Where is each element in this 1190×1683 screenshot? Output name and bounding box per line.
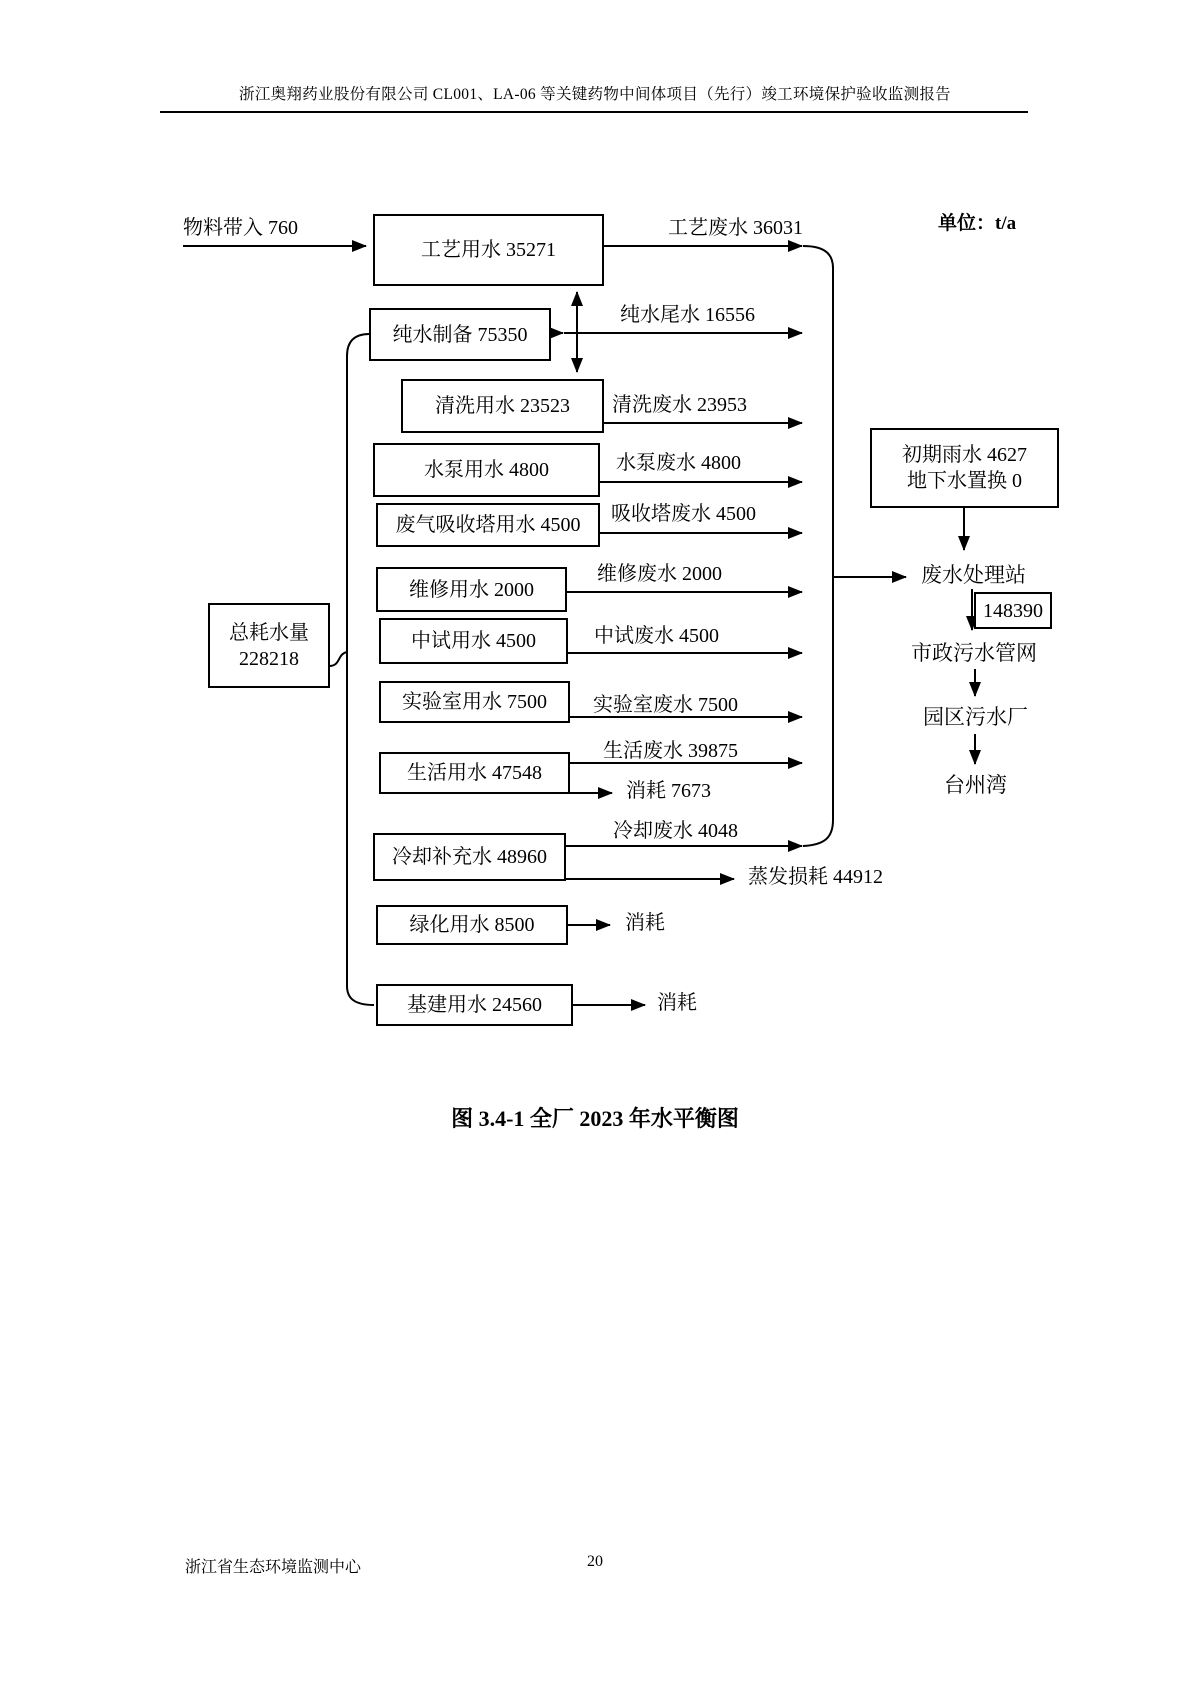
label-maintenance-ww: 维修废水 2000 xyxy=(597,563,722,585)
box-pilot-water: 中试用水 4500 xyxy=(379,618,568,664)
label-greening-consume: 消耗 xyxy=(625,912,665,934)
box-pump-water: 水泵用水 4800 xyxy=(373,443,600,497)
label-pump-ww: 水泵废水 4800 xyxy=(616,452,741,474)
node-taizhou-bay: 台州湾 xyxy=(944,773,1007,797)
page-header: 浙江奥翔药业股份有限公司 CL001、LA-06 等关键药物中间体项目（先行）竣工环境保护验收监测报告 xyxy=(239,86,951,103)
footer-org: 浙江省生态环境监测中心 xyxy=(185,1559,362,1576)
page-number: 20 xyxy=(587,1553,603,1570)
box-domestic-water: 生活用水 47548 xyxy=(379,752,570,794)
feeder-line xyxy=(347,334,374,1005)
label-lab-ww: 实验室废水 7500 xyxy=(593,694,738,716)
label-cooling-ww: 冷却废水 4048 xyxy=(613,820,738,842)
label-pilot-ww: 中试废水 4500 xyxy=(594,625,719,647)
label-absorber-ww: 吸收塔废水 4500 xyxy=(611,503,756,525)
figure-caption: 图 3.4-1 全厂 2023 年水平衡图 xyxy=(451,1106,739,1131)
label-cleaning-ww: 清洗废水 23953 xyxy=(612,394,747,416)
node-park-plant: 园区污水厂 xyxy=(923,705,1028,729)
box-lab-water: 实验室用水 7500 xyxy=(379,681,570,723)
node-municipal-network: 市政污水管网 xyxy=(911,641,1037,665)
node-wwtp: 废水处理站 xyxy=(921,563,1026,587)
label-domestic-consume: 消耗 7673 xyxy=(626,780,711,802)
curve-process-ww xyxy=(803,246,833,268)
box-maintenance-water: 维修用水 2000 xyxy=(376,567,567,612)
box-total-consumption: 总耗水量 228218 xyxy=(208,603,330,688)
curve-cooling-ww xyxy=(803,820,833,846)
box-cleaning-water: 清洗用水 23523 xyxy=(401,379,604,433)
box-cooling-water: 冷却补充水 48960 xyxy=(373,833,566,881)
box-construction-water: 基建用水 24560 xyxy=(376,984,573,1026)
label-evaporation: 蒸发损耗 44912 xyxy=(748,866,883,888)
box-process-water: 工艺用水 35271 xyxy=(373,214,604,286)
label-domestic-ww: 生活废水 39875 xyxy=(603,740,738,762)
box-absorber-water: 废气吸收塔用水 4500 xyxy=(376,503,600,547)
box-greening-water: 绿化用水 8500 xyxy=(376,905,568,945)
box-wwtp-amount: 148390 xyxy=(974,592,1052,629)
label-process-ww: 工艺废水 36031 xyxy=(668,217,803,239)
box-rainwater: 初期雨水 4627 地下水置换 0 xyxy=(870,428,1059,508)
label-material-in: 物料带入 760 xyxy=(183,217,298,239)
total-connector xyxy=(329,652,347,666)
unit-label: 单位：t/a xyxy=(938,213,1017,234)
box-pure-water: 纯水制备 75350 xyxy=(369,308,551,361)
label-pure-tail: 纯水尾水 16556 xyxy=(620,304,755,326)
label-construction-consume: 消耗 xyxy=(657,992,697,1014)
